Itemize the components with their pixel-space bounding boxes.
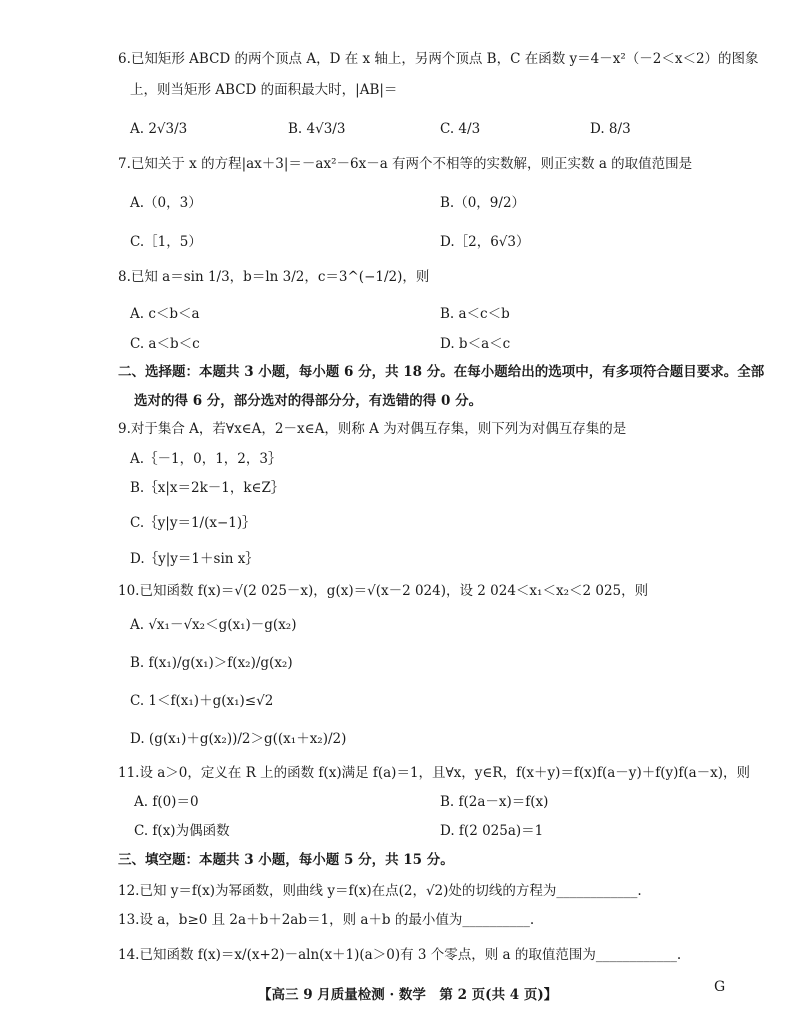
q11-option-b: B. f(2a－x)＝f(x) xyxy=(440,794,549,810)
q13-stem: 13.设 a，b≥0 且 2a＋b＋2ab＝1，则 a＋b 的最小值为__________. xyxy=(118,912,535,928)
section3-heading: 三、填空题：本题共 3 小题，每小题 5 分，共 15 分。 xyxy=(118,852,454,868)
q6-stem-line1: 6.已知矩形 ABCD 的两个顶点 A，D 在 x 轴上，另两个顶点 B，C 在函数 y＝4－x²（－2＜x＜2）的图象 xyxy=(118,51,759,67)
q7-option-b: B.（0，9/2） xyxy=(440,195,526,211)
q8-option-b: B. a＜c＜b xyxy=(440,306,510,322)
q10-option-b: B. f(x₁)/g(x₁)＞f(x₂)/g(x₂) xyxy=(130,655,293,671)
q8-stem: 8.已知 a＝sin 1/3，b＝ln 3/2，c＝3^(−1/2)，则 xyxy=(118,269,430,285)
q7-option-d: D.［2，6√3） xyxy=(440,234,530,250)
page-footer: 【高三 9 月质量检测 · 数学 第 2 页(共 4 页)】 xyxy=(258,987,558,1003)
q10-option-d: D. (g(x₁)＋g(x₂))/2＞g((x₁＋x₂)/2) xyxy=(130,731,347,747)
q6-option-b: B. 4√3/3 xyxy=(288,121,346,137)
q7-option-a: A.（0，3） xyxy=(130,195,202,211)
q9-stem: 9.对于集合 A，若∀x∈A，2－x∈A，则称 A 为对偶互存集，则下列为对偶互存集的是 xyxy=(118,421,627,437)
q14-stem: 14.已知函数 f(x)＝x/(x+2)－aln(x＋1)(a＞0)有 3 个零点，则 a 的取值范围为____________. xyxy=(118,947,682,963)
q6-stem-line2: 上，则当矩形 ABCD 的面积最大时，|AB|＝ xyxy=(130,82,398,98)
q6-option-a: A. 2√3/3 xyxy=(130,121,188,137)
q11-option-d: D. f(2 025a)＝1 xyxy=(440,823,544,839)
q11-stem: 11.设 a＞0，定义在 R 上的函数 f(x)满足 f(a)＝1，且∀x，y∈R，f(x＋y)＝f(x)f(a－y)＋f(y)f(a－x)，则 xyxy=(118,765,751,781)
q12-stem: 12.已知 y＝f(x)为幂函数，则曲线 y＝f(x)在点(2，√2)处的切线的方程为____________. xyxy=(118,883,642,899)
q6-option-d: D. 8/3 xyxy=(590,121,631,137)
q9-option-b: B.｛x|x＝2k－1，k∈Z｝ xyxy=(130,480,285,496)
q6-option-c: C. 4/3 xyxy=(440,121,481,137)
q11-option-c: C. f(x)为偶函数 xyxy=(134,823,230,839)
q9-option-d: D.｛y|y＝1＋sin x｝ xyxy=(130,551,259,567)
q11-option-a: A. f(0)＝0 xyxy=(134,794,199,810)
q9-option-a: A.｛－1，0，1，2，3｝ xyxy=(130,451,282,467)
q9-option-c: C.｛y|y＝1/(x−1)｝ xyxy=(130,515,256,531)
version-letter: G xyxy=(714,979,726,995)
q10-option-c: C. 1＜f(x₁)＋g(x₁)≤√2 xyxy=(130,693,274,709)
q10-option-a: A. √x₁－√x₂＜g(x₁)－g(x₂) xyxy=(130,617,297,633)
q8-option-c: C. a＜b＜c xyxy=(130,336,200,352)
q10-stem: 10.已知函数 f(x)＝√(2 025－x)，g(x)＝√(x－2 024)，设 2 024＜x₁＜x₂＜2 025，则 xyxy=(118,583,649,599)
q7-option-c: C.［1，5） xyxy=(130,234,202,250)
q7-stem: 7.已知关于 x 的方程|ax＋3|＝－ax²－6x－a 有两个不相等的实数解，则正实数 a 的取值范围是 xyxy=(118,156,693,172)
q8-option-d: D. b＜a＜c xyxy=(440,336,511,352)
q8-option-a: A. c＜b＜a xyxy=(130,306,200,322)
section2-heading-line1: 二、选择题：本题共 3 小题，每小题 6 分，共 18 分。在每小题给出的选项中，有多项符合题目要求。全部 xyxy=(118,364,765,380)
section2-heading-line2: 选对的得 6 分，部分选对的得部分分，有选错的得 0 分。 xyxy=(134,393,483,409)
